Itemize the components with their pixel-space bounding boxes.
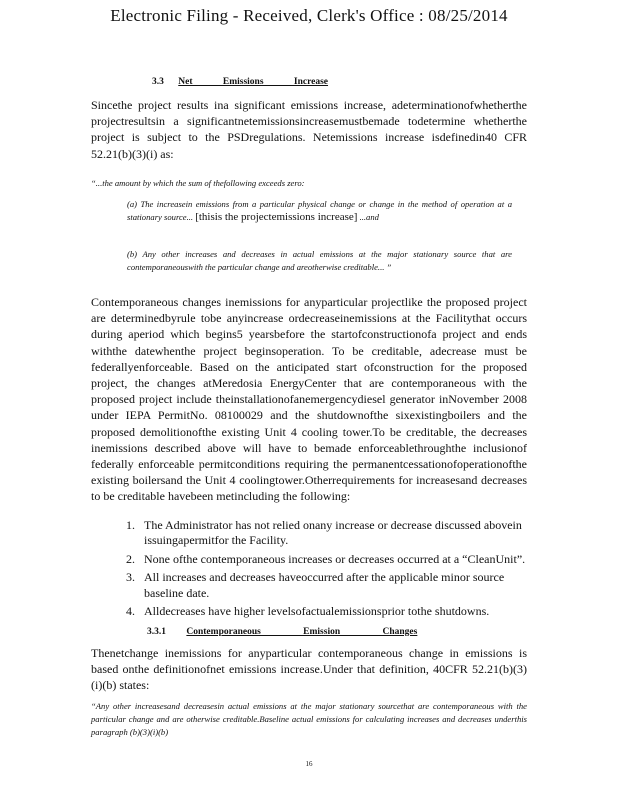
paragraph-contemporaneous-changes: Contemporaneous changes inemissions for anyparticular projectlike the proposed project are determinedbyrule tobe anyincrease ordecreaseinemissions at the Facilitythat occurs during aperiod which begins5 yearsbefore the startofconstructionofa project and ends withthe datewhenthe project beginsoperation. To be creditable, adecrease must be federallyenforceable. Based on the anticipated start ofconstruction for the proposed project, the changes atMeredosia EnergyCenter that are contemporaneous with the proposed project include theinstallationofanemergencydiesel generator inNovember 2008 under IEPA PermitNo. 08100029 and the shutdownofthe sixexistingboilers and the proposed demolitionofthe existing Unit 4 cooling tower.To be creditable, the decreases inemissions described above will have to bemade enforceablethroughthe inclusionof federally enforceable permitconditions requiring the permanentcessationofoperationofthe existing boilersand the Unit 4 coolingtower.Otherrequirements for increasesand decreases to be creditable havebeen metincluding the following: — [91, 295, 527, 504]
list-item: 2. None ofthe contemporaneous increases or decreases occurred at a “CleanUnit”. — [126, 551, 526, 566]
quote-lead: “...the amount by which the sum of thefollowing exceeds zero: — [91, 178, 305, 188]
quote-item-a-tail: ...and — [359, 211, 379, 222]
filing-header: Electronic Filing - Received, Clerk's Office : 08/25/2014 — [110, 6, 508, 25]
paragraph-net-change: Thenetchange inemissions for anyparticular contemporaneous change in emissions is based onthe definitionofnet emissions increase.Under that definition, 40CFR 52.21(b)(3)(i)(b) states: — [91, 646, 527, 693]
paragraph-net-emissions-definition: Sincethe project results ina significant emissions increase, adeterminationofwhetherthe projectresultsin a significantnetemissionsincreasemustbemade todetermine whetherthe project is subject to the PSDregulations. Netemissions increase isdefinedin40 CFR 52.21(b)(3)(i) as: — [91, 98, 527, 161]
quote-item-b: (b) Any other increases and decreases in actual emissions at the major stationary source that are contemporaneouswith the particular change and areotherwise creditable... ” — [127, 249, 512, 272]
quote-item-a — [127, 198, 512, 223]
section-heading — [152, 77, 328, 87]
section-title: Net Emissions Increase — [178, 77, 329, 87]
quote-item-a-bracket: [thisis the projectemissions increase] — [195, 210, 358, 223]
page-number: 16 — [305, 760, 313, 768]
subsection-heading — [147, 627, 417, 637]
list-item: 4. Alldecreases have higher levelsofactualemissionsprior tothe shutdowns. — [126, 604, 490, 619]
quote-item-a-text: (a) The increasein emissions from a particular physical change or change in the method of operation at a stationary source... — [127, 199, 512, 222]
list-item: 3. All increases and decreases haveoccurred after the applicable minor source baseline date. — [126, 570, 505, 600]
subsection-number: 3.3.1 — [147, 627, 166, 637]
section-number: 3.3 — [152, 77, 164, 87]
list-item: 1. The Administrator has not relied onany increase or decrease discussed abovein issuingapermitfor the Facility. — [126, 518, 522, 548]
quote-regulation: “Any other increasesand decreasesin actual emissions at the major stationary sourcethat are contemporaneous with the particular change and are otherwise creditable.Baseline actual emissions for calculating increases and decreases underthis paragraph (b)(3)(i)(b) — [91, 701, 527, 737]
subsection-title: Contemporaneous Emission Changes — [186, 627, 418, 637]
requirements-list — [108, 518, 528, 622]
